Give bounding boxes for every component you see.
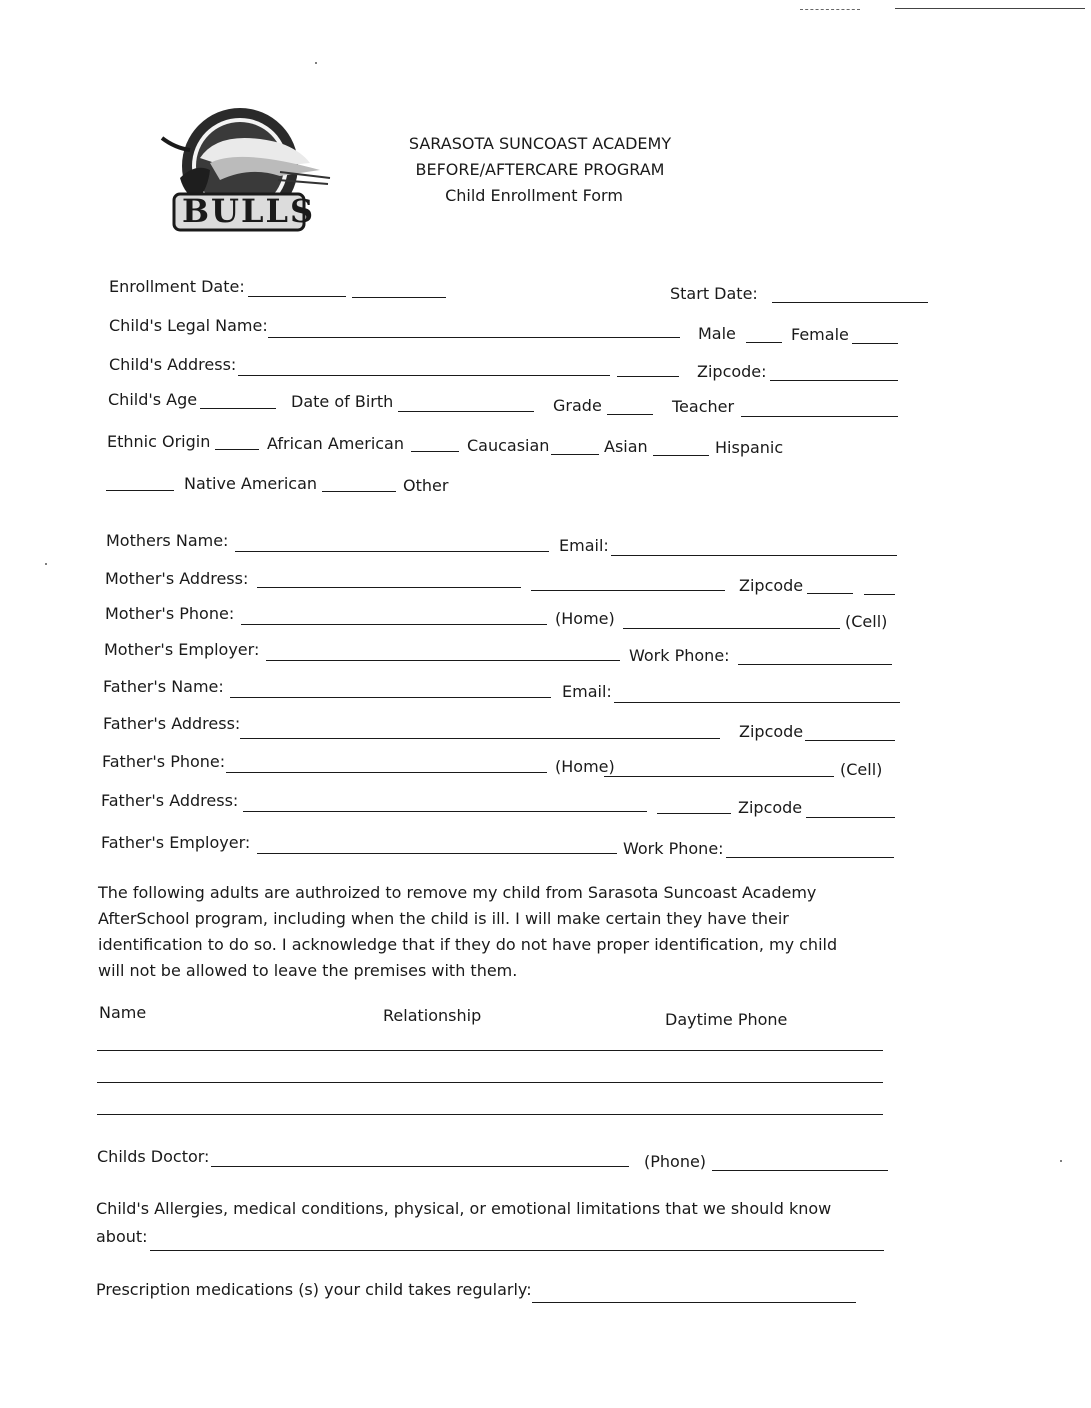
program-name: BEFORE/AFTERCARE PROGRAM [415,160,665,179]
caucasian-label: Caucasian [467,436,550,455]
mother-zipcode-field[interactable] [807,593,853,594]
mother-cell-label: (Cell) [845,612,888,631]
father-zipcode-field[interactable] [805,740,895,741]
child-zipcode-label: Zipcode: [697,362,767,381]
ethnic-origin-african-american-field[interactable] [215,449,259,450]
father-zipcode-label: Zipcode [739,722,804,741]
child-zipcode-field[interactable] [770,380,898,381]
scan-dot [315,62,317,64]
mother-email-label: Email: [559,536,609,555]
fathers-employer-field[interactable] [257,853,617,854]
father-zipcode-2-field[interactable] [806,817,895,818]
child-legal-name-label: Child's Legal Name: [109,316,268,335]
fathers-address-2-label: Father's Address: [101,791,239,810]
african-american-label: African American [267,434,404,453]
fathers-address-2-field[interactable] [243,811,647,812]
father-email-label: Email: [562,682,612,701]
allergies-field[interactable] [150,1250,884,1251]
ethnic-origin-caucasian-field[interactable] [411,451,459,452]
authorized-adult-row-2[interactable] [97,1082,883,1083]
child-age-field[interactable] [200,408,276,409]
grade-field[interactable] [607,414,653,415]
father-cell-phone-field[interactable] [604,776,834,777]
authorization-line-3: identification to do so. I acknowledge that if they do not have proper identification, my child [98,935,838,954]
child-address-label: Child's Address: [109,355,237,374]
prescriptions-field[interactable] [532,1302,856,1303]
other-label: Other [403,476,449,495]
authorization-line-1: The following adults are authroized to remove my child from Sarasota Suncoast Academy [98,883,817,902]
scan-dot [45,563,47,565]
mother-work-phone-label: Work Phone: [629,646,730,665]
father-home-label: (Home) [555,757,615,776]
mother-zipcode-label: Zipcode [739,576,804,595]
col-header-relationship: Relationship [383,1006,482,1025]
child-address-field-2[interactable] [617,376,679,377]
mothers-employer-label: Mother's Employer: [104,640,260,659]
fathers-employer-label: Father's Employer: [101,833,251,852]
ethnic-origin-other-field[interactable] [322,491,396,492]
mothers-name-label: Mothers Name: [106,531,229,550]
mothers-employer-field[interactable] [266,660,620,661]
enrollment-date-label: Enrollment Date: [109,277,245,296]
enrollment-date-field-2[interactable] [352,297,446,298]
father-work-phone-label: Work Phone: [623,839,724,858]
start-date-field[interactable] [772,302,928,303]
logo-text: BULLS [182,192,316,230]
mother-zipcode-field-2[interactable] [864,594,895,595]
fathers-address-field[interactable] [240,738,720,739]
teacher-field[interactable] [741,416,898,417]
authorization-line-2: AfterSchool program, including when the child is ill. I will make certain they have their [98,909,789,928]
start-date-label: Start Date: [670,284,758,303]
mothers-address-label: Mother's Address: [105,569,249,588]
father-home-phone-field[interactable] [226,772,547,773]
mothers-name-field[interactable] [235,551,549,552]
fathers-address-2-field-2[interactable] [657,813,731,814]
date-of-birth-label: Date of Birth [291,392,394,411]
authorized-adult-row-1[interactable] [97,1050,883,1051]
mothers-address-field-2[interactable] [531,590,725,591]
school-name: SARASOTA SUNCOAST ACADEMY [408,134,672,153]
doctor-phone-label: (Phone) [644,1152,707,1171]
mother-email-field[interactable] [611,555,897,556]
childs-doctor-label: Childs Doctor: [97,1147,210,1166]
ethnic-origin-asian-field[interactable] [551,454,599,455]
fathers-name-field[interactable] [230,697,551,698]
allergies-label: Child's Allergies, medical conditions, physical, or emotional limitations that we should know [96,1199,832,1218]
authorized-adult-row-3[interactable] [97,1114,883,1115]
col-header-name: Name [99,1003,147,1022]
school-logo [160,108,340,238]
fathers-name-label: Father's Name: [103,677,224,696]
mother-work-phone-field[interactable] [738,664,892,665]
father-cell-label: (Cell) [840,760,883,779]
ethnic-origin-label: Ethnic Origin [107,432,211,451]
hispanic-label: Hispanic [715,438,784,457]
native-american-label: Native American [184,474,318,493]
mothers-address-field[interactable] [257,587,521,588]
scan-mark [895,8,1085,9]
date-of-birth-field[interactable] [398,411,534,412]
child-legal-name-field[interactable] [268,337,680,338]
fathers-phone-label: Father's Phone: [102,752,226,771]
grade-label: Grade [553,396,602,415]
prescriptions-label: Prescription medications (s) your child takes regularly: [96,1280,532,1299]
mother-home-label: (Home) [555,609,615,628]
allergies-label-about: about: [96,1227,148,1246]
father-zipcode-2-label: Zipcode [738,798,803,817]
female-field[interactable] [852,343,898,344]
asian-label: Asian [604,437,648,456]
enrollment-date-field[interactable] [248,296,346,297]
father-email-field[interactable] [614,702,900,703]
scan-dot [1060,1160,1062,1162]
male-label: Male [698,324,736,343]
form-title: Child Enrollment Form [445,186,623,205]
mothers-phone-label: Mother's Phone: [105,604,235,623]
child-age-label: Child's Age [108,390,198,409]
mother-cell-phone-field[interactable] [623,628,840,629]
father-work-phone-field[interactable] [726,857,894,858]
ethnic-origin-native-american-field[interactable] [106,490,174,491]
childs-doctor-field[interactable] [211,1166,629,1167]
authorization-line-4: will not be allowed to leave the premises with them. [98,961,518,980]
scan-mark [800,9,860,10]
male-field[interactable] [746,342,782,343]
ethnic-origin-hispanic-field[interactable] [653,455,709,456]
doctor-phone-field[interactable] [712,1170,888,1171]
child-address-field[interactable] [238,375,610,376]
mother-home-phone-field[interactable] [241,624,547,625]
female-label: Female [791,325,849,344]
col-header-daytime-phone: Daytime Phone [665,1010,788,1029]
teacher-label: Teacher [672,397,735,416]
authorization-paragraph [98,880,878,984]
fathers-address-label: Father's Address: [103,714,241,733]
